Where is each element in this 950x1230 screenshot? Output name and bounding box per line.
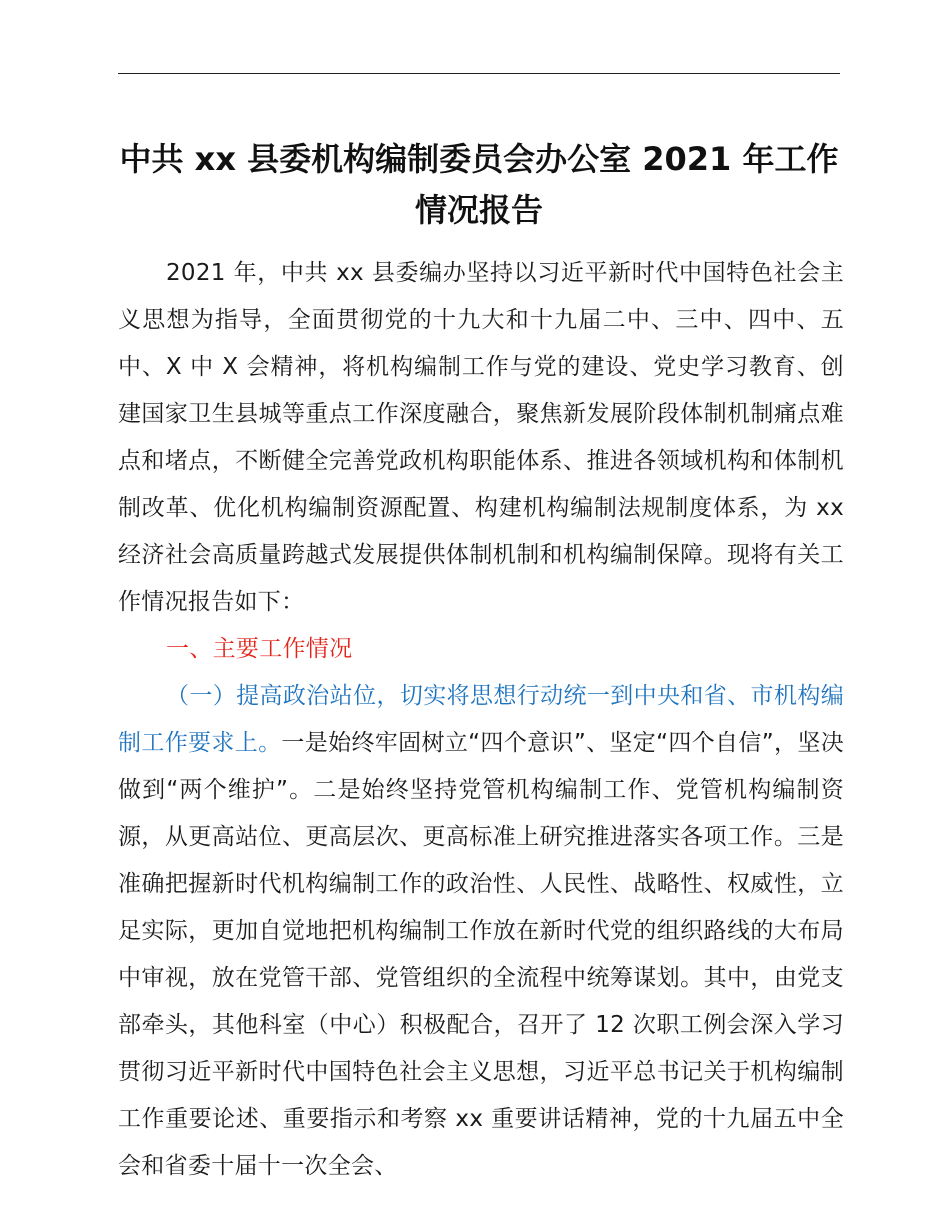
header-rule <box>118 73 840 74</box>
subsection-heading: （一）提高政治站位，切实将思想行动统一到中央和省、市机构编制工作要求上。 <box>118 683 844 756</box>
document-title: 中共 xx 县委机构编制委员会办公室 2021 年工作情况报告 <box>119 140 839 229</box>
section-heading: 一、主要工作情况 <box>166 636 353 662</box>
subsection-body: 一是始终牢固树立“四个意识”、坚定“四个自信”，坚决做到“两个维护”。二是始终坚持党管机构编制工作、党管机构编制资源，从更高站位、更高层次、更高标准上研究推进落实各项工作。三是准确把握新时代机构编制工作的政治性、人民性、战略性、权威性，立足实际，更加自觉地把机构编制工作放在新时代党的组织路线的大布局中审视，放在党管干部、党管组织的全流程中统筹谋划。其中，由党支部牵头，其他科室（中心）积极配合，召开了 12 次职工例会深入学习贯彻习近平新时代中国特色社会主义思想，习近平总书记关于机构编制工作重要论述、重要指示和考察 xx 重要讲话精神，党的十九届五中全会和省委十届十一次全会、 <box>118 730 844 1179</box>
document-body <box>118 250 844 1190</box>
subsection-paragraph <box>118 673 844 1190</box>
intro-paragraph: 2021 年，中共 xx 县委编办坚持以习近平新时代中国特色社会主义思想为指导，全面贯彻党的十九大和十九届二中、三中、四中、五中、X 中 X 会精神，将机构编制工作与党的建设、党史学习教育、创建国家卫生县城等重点工作深度融合，聚焦新发展阶段体制机制痛点难点和堵点，不断健全完善党政机构职能体系、推进各领域机构和体制机制改革、优化机构编制资源配置、构建机构编制法规制度体系，为 xx 经济社会高质量跨越式发展提供体制机制和机构编制保障。现将有关工作情况报告如下： <box>118 260 844 615</box>
